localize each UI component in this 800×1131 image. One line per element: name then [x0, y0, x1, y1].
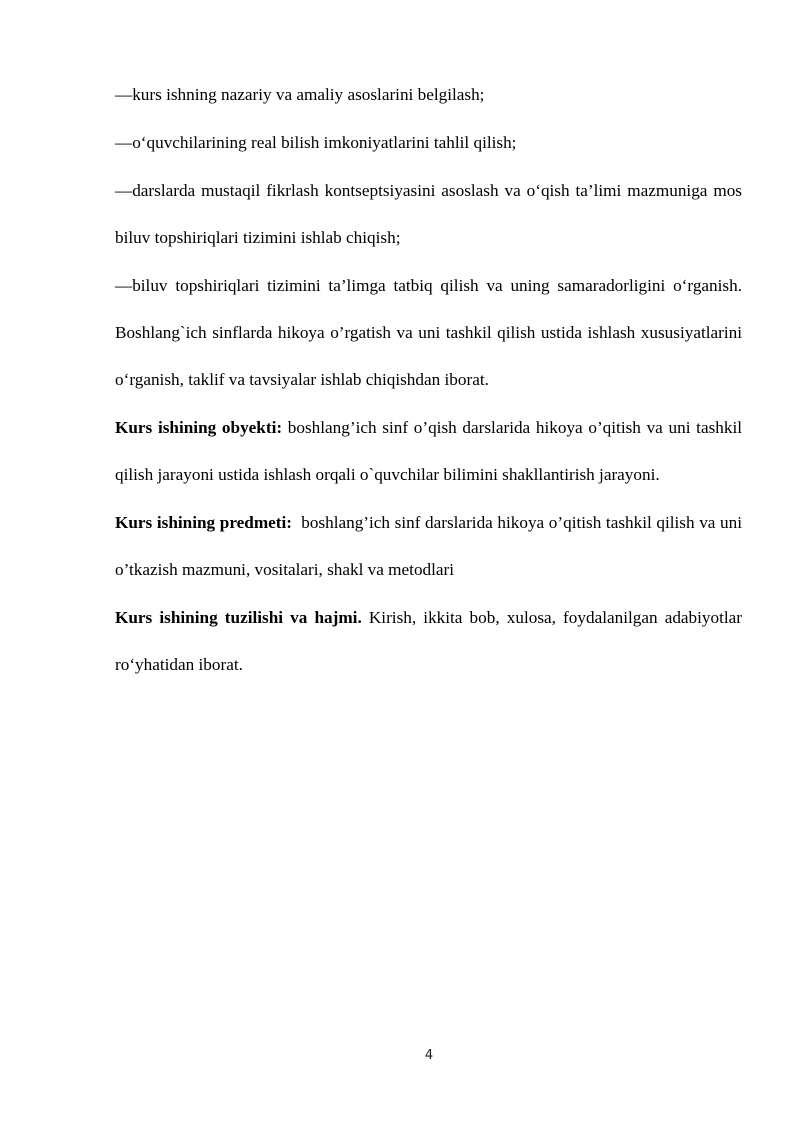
- list-item: —biluv topshiriqlari tizimini ta’limga tatbiq qilish va uning samaradorligini o‘rganish. Boshlang`ich sinflarda hikoya o’rgatish va uni tashkil qilish ustida ishlash xususiyatlarini o‘rganish, taklif va tavsiyalar ishlab chiqishdan iborat.: [115, 276, 742, 389]
- list-item: —o‘quvchilarining real bilish imkoniyatlarini tahlil qilish;: [115, 133, 517, 152]
- page-number: 4: [424, 1048, 434, 1063]
- structure-label: Kurs ishining tuzilishi va hajmi.: [115, 608, 362, 627]
- structure-text: Kirish, ikkita bob, xulosa, foydalanilgan adabiyotlar ro‘yhatidan iborat.: [115, 608, 742, 674]
- document-body: [115, 71, 747, 689]
- subject-label: Kurs ishining predmeti:: [115, 513, 292, 532]
- object-label: Kurs ishining obyekti:: [115, 418, 283, 437]
- list-item: —darslarda mustaqil fikrlash kontseptsiyasini asoslash va o‘qish ta’limi mazmuniga mos biluv topshiriqlari tizimini ishlab chiqish;: [115, 181, 742, 247]
- list-item: —kurs ishning nazariy va amaliy asoslarini belgilash;: [115, 85, 485, 104]
- subject-text: boshlang’ich sinf darslarida hikoya o’qitish tashkil qilish va uni o’tkazish mazmuni, vositalari, shakl va metodlari: [115, 513, 747, 579]
- structure-paragraph: [115, 594, 742, 688]
- object-paragraph: [115, 404, 742, 498]
- subject-paragraph: [115, 499, 747, 593]
- object-text: boshlang’ich sinf o’qish darslarida hikoya o’qitish va uni tashkil qilish jarayoni ustida ishlash orqali o`quvchilar bilimini shakllantirish jarayoni.: [115, 418, 743, 484]
